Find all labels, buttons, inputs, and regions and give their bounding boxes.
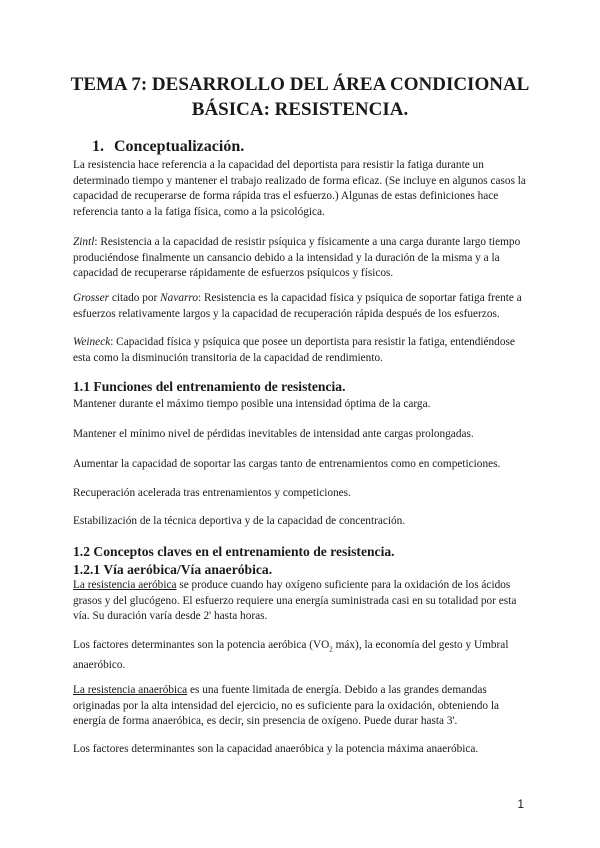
function-item: Aumentar la capacidad de soportar las cargas tanto de entrenamientos como en competiciones.	[73, 458, 501, 470]
definition-zintl	[73, 235, 533, 282]
section-1-heading	[92, 138, 244, 156]
grosser-cited-by: citado por	[109, 292, 161, 304]
definition-weineck	[73, 335, 533, 366]
aerobic-factors-pre: Los factores determinantes son la potencia aeróbica (VO	[73, 639, 330, 651]
author-weineck: Weineck	[73, 336, 111, 348]
aerobic-text: se produce cuando hay oxígeno suficiente para la oxidación de los ácidos grasos y del glucógeno. El esfuerzo requiere una energía suministrada casi en su totalidad por esta vía. Su duración varía desde 2' hasta horas.	[73, 579, 517, 623]
concepts-heading: 1.2 Conceptos claves en el entrenamiento de resistencia.	[73, 544, 395, 559]
title-line-1: TEMA 7: DESARROLLO DEL ÁREA CONDICIONAL	[70, 74, 530, 95]
section-1-title: Conceptualización.	[114, 138, 245, 155]
vo2-subscript: 2	[329, 645, 333, 654]
author-grosser: Grosser	[73, 292, 109, 304]
section-1-number: 1.	[92, 138, 104, 155]
definition-weineck-text: : Capacidad física y psíquica que posee un deportista para resistir la fatiga, entendiéndose esta como la disminución transitoria de la capacidad de rendimiento.	[73, 336, 515, 364]
page-number: 1	[517, 797, 524, 811]
function-item: Mantener el mínimo nivel de pérdidas inevitables de intensidad ante cargas prolongadas.	[73, 428, 474, 440]
aerobic-term: La resistencia aeróbica	[73, 579, 177, 591]
anaerobic-paragraph	[73, 683, 533, 730]
author-navarro: Navarro	[160, 292, 199, 304]
anaerobic-factors-paragraph: Los factores determinantes son la capacidad anaeróbica y la potencia máxima anaeróbica.	[73, 743, 479, 755]
anaerobic-term: La resistencia anaeróbica	[73, 684, 188, 696]
function-item: Recuperación acelerada tras entrenamientos y competiciones.	[73, 487, 351, 499]
function-item: Mantener durante el máximo tiempo posible una intensidad óptima de la carga.	[73, 398, 431, 410]
definition-grosser-text: : Resistencia es la capacidad física y psíquica de soportar fatiga frente a esfuerzos relativamente largos y la capacidad de recuperación rápida después de los esfuerzos.	[73, 292, 522, 320]
aerobic-paragraph	[73, 578, 533, 625]
aerobic-factors-paragraph	[73, 638, 533, 673]
functions-heading: 1.1 Funciones del entrenamiento de resistencia.	[73, 379, 346, 394]
aerobic-anaerobic-subheading: 1.2.1 Vía aeróbica/Vía anaeróbica.	[73, 562, 273, 577]
aerobic-factors-post: máx), la economía del gesto y Umbral anaeróbico.	[73, 639, 509, 671]
anaerobic-text: es una fuente limitada de energía. Debido a las grandes demandas originadas por la alta intensidad del ejercicio, no es suficiente para la oxidación, obteniendo la energía de forma anaeróbica, es decir, sin presencia de oxígeno. Puede durar hasta 3'.	[73, 684, 499, 728]
document-title	[60, 72, 540, 122]
definition-grosser	[73, 291, 533, 322]
function-item: Estabilización de la técnica deportiva y de la capacidad de concentración.	[73, 515, 406, 527]
intro-paragraph: La resistencia hace referencia a la capacidad del deportista para resistir la fatiga durante un determinado tiempo y mantener el trabajo realizado de forma eficaz. (Se incluye en algunos casos la capacidad de recuperarse de forma rápida tras el esfuerzo.) Algunas de estas definiciones hace referencia tanto a la fatiga física, como a la psicológica.	[73, 159, 526, 218]
author-zintl: Zintl	[73, 236, 95, 248]
title-line-2: BÁSICA: RESISTENCIA.	[191, 99, 409, 120]
definition-zintl-text: : Resistencia a la capacidad de resistir psíquica y físicamente a una carga durante largo tiempo produciéndose finalmente un cansancio debido a la intensidad y la duración de la misma y a la capacidad de recuperarse rápidamente de esfuerzos psíquicos y físicos.	[73, 236, 521, 280]
